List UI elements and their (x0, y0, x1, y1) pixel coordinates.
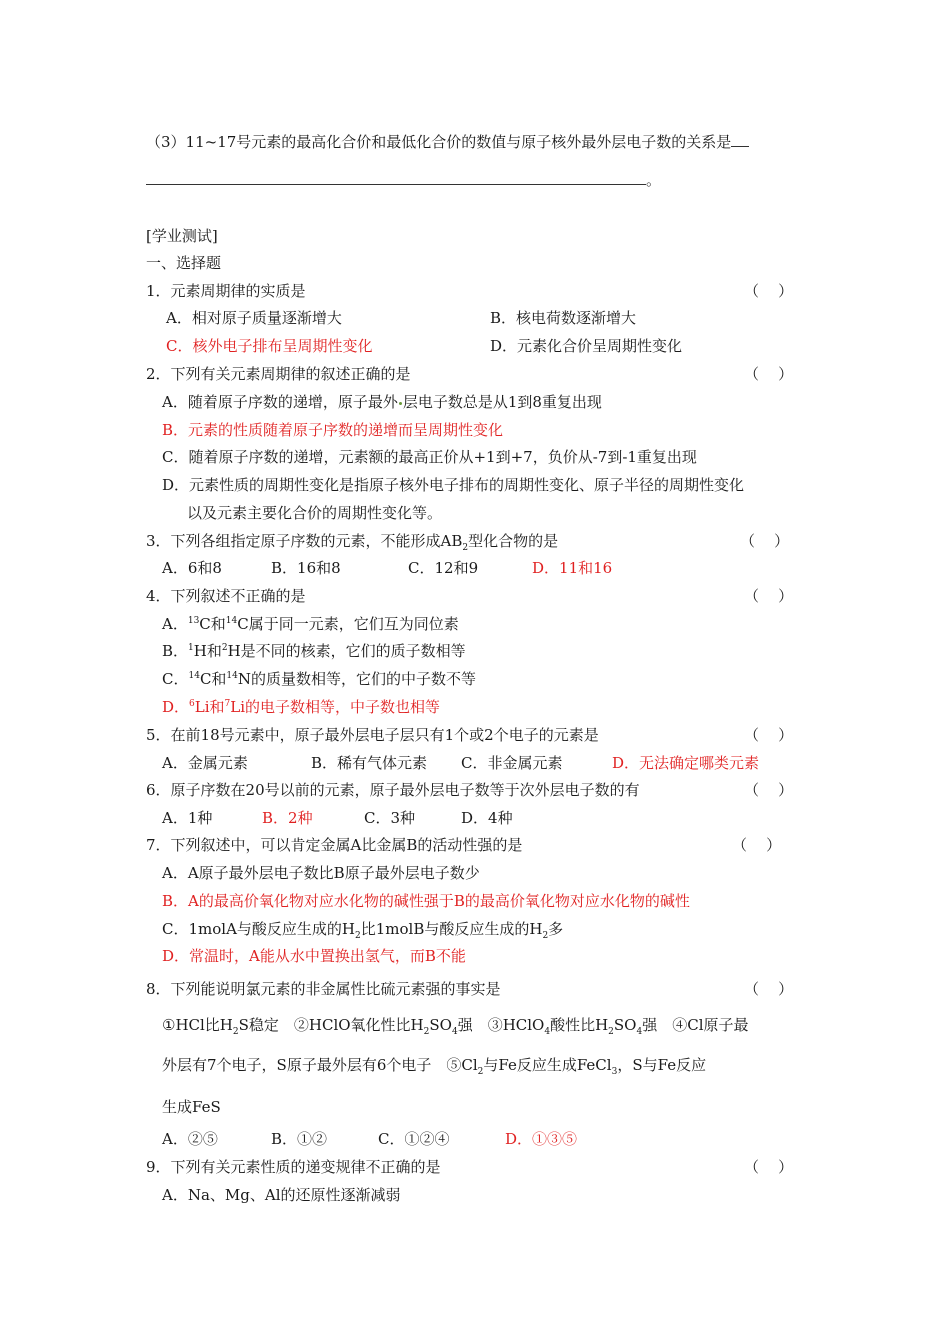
q8-option-d: D．①③⑤ (505, 1130, 578, 1148)
q3-intro-text: （3）11~17号元素的最高化合价和最低化合价的数值与原子核外最外层电子数的关系是 (146, 133, 732, 151)
q2-stem: 2．下列有关元素周期律的叙述正确的是 (146, 365, 411, 383)
q8-statements-line-2: 外层有7个电子，S原子最外层有6个电子 $⑤Cl_2$与Fe反应生成FeCl$_3$，S与Fe反应 (162, 1056, 707, 1077)
q9-option-a: A．Na、Mg、Al的还原性逐渐减弱 (162, 1186, 401, 1204)
q3-option-c: C．12和9 (408, 559, 479, 577)
q3-option-d: D．11和16 (532, 559, 613, 577)
q8-statements-line-1: ①HCl比$H_2S$稳定 ②HClO氧化性比$H_2SO_4$强 ③HClO$_4$酸性比$H_2SO_4$强 ④Cl原子最 (162, 1016, 749, 1037)
q3-intro-line (146, 132, 749, 152)
q7-stem: 7．下列叙述中，可以肯定金属A比金属B的活动性强的是 (146, 836, 523, 854)
q8-statements-line-3: 生成FeS (162, 1098, 221, 1116)
q1-option-b: B．核电荷数逐渐增大 (490, 309, 637, 327)
answer-blank (146, 170, 646, 185)
q5-stem: 5．在前18号元素中，原子最外层电子层只有1个或2个电子的元素是 (146, 726, 599, 744)
q6-option-c: C．3种 (364, 809, 416, 827)
answer-blank (731, 132, 749, 147)
section-subtitle: 一、选择题 (146, 254, 222, 272)
q6-option-a: A．1种 (162, 809, 213, 827)
end-mark: 。 (646, 171, 662, 189)
q4-option-b: B．$^1$H和$^2$H是不同的核素，它们的质子数相等 (162, 642, 466, 660)
q4-option-c: C．$^{14}$C和$^{14}$N的质量数相等，它们的中子数不等 (162, 670, 477, 688)
q3-stem: 3．下列各组指定原子序数的元素，不能形成$AB_2$型化合物的是 (146, 532, 559, 553)
answer-parentheses: （ ） (744, 365, 794, 383)
q3-option-a: A．6和8 (162, 559, 222, 577)
q5-option-d: D．无法确定哪类元素 (612, 754, 760, 772)
q4-stem: 4．下列叙述不正确的是 (146, 587, 306, 605)
q5-option-a: A．金属元素 (162, 754, 248, 772)
q4-option-a: A．$^{13}$C和$^{14}$C属于同一元素，它们互为同位素 (162, 615, 459, 633)
q1-option-d: D．元素化合价呈周期性变化 (490, 337, 683, 355)
q7-option-d: D．常温时，A能从水中置换出氢气，而B不能 (162, 947, 466, 965)
section-title: [学业测试] (146, 227, 218, 245)
q8-option-c: C．①②④ (378, 1130, 450, 1148)
answer-parentheses: （ ） (732, 836, 782, 854)
answer-parentheses: （ ） (744, 726, 794, 744)
q5-option-c: C．非金属元素 (461, 754, 563, 772)
q3-option-b: B．16和8 (271, 559, 341, 577)
q5-option-b: B．稀有气体元素 (311, 754, 428, 772)
answer-parentheses: （ ） (744, 282, 794, 300)
answer-parentheses: （ ） (740, 532, 790, 550)
answer-parentheses: （ ） (744, 587, 794, 605)
q7-option-a: A．A原子最外层电子数比B原子最外层电子数少 (162, 864, 480, 882)
q2-option-b: B．元素的性质随着原子序数的递增而呈周期性变化 (162, 421, 504, 439)
q6-option-d: D．4种 (461, 809, 513, 827)
q6-option-b: B．2种 (262, 809, 313, 827)
q2-option-a: A．随着原子序数的递增，原子最外 层电子数总是从1到8重复出现 (162, 393, 602, 411)
q2-option-d-continued: 以及元素主要化合价的周期性变化等。 (187, 504, 443, 522)
q3-intro-line-2 (146, 170, 661, 190)
q6-stem: 6．原子序数在20号以前的元素，原子最外层电子数等于次外层电子数的有 (146, 781, 640, 799)
q8-stem: 8．下列能说明氯元素的非金属性比硫元素强的事实是 (146, 980, 501, 998)
q7-option-b: B．A的最高价氧化物对应水化物的碱性强于B的最高价氧化物对应水化物的碱性 (162, 892, 690, 910)
q8-option-a: A．②⑤ (162, 1130, 218, 1148)
q4-option-d: D．$^6$Li和$^7$Li的电子数相等，中子数也相等 (162, 698, 441, 716)
stray-mark-icon (399, 402, 402, 405)
q1-option-a: A．相对原子质量逐渐增大 (166, 309, 342, 327)
q8-option-b: B．①② (271, 1130, 328, 1148)
answer-parentheses: （ ） (744, 1158, 794, 1176)
q9-stem: 9．下列有关元素性质的递变规律不正确的是 (146, 1158, 441, 1176)
q1-option-c: C．核外电子排布呈周期性变化 (166, 337, 373, 355)
q2-option-c: C．随着原子序数的递增，元素额的最高正价从+1到+7，负价从-7到-1重复出现 (162, 448, 697, 466)
answer-parentheses: （ ） (744, 980, 794, 998)
q2-option-d: D．元素性质的周期性变化是指原子核外电子排布的周期性变化、原子半径的周期性变化 (162, 476, 745, 494)
q1-stem: 1．元素周期律的实质是 (146, 282, 306, 300)
q7-option-c: C．1molA与酸反应生成的$H_2$比1molB与酸反应生成的$H_2$多 (162, 920, 564, 941)
answer-parentheses: （ ） (744, 781, 794, 799)
